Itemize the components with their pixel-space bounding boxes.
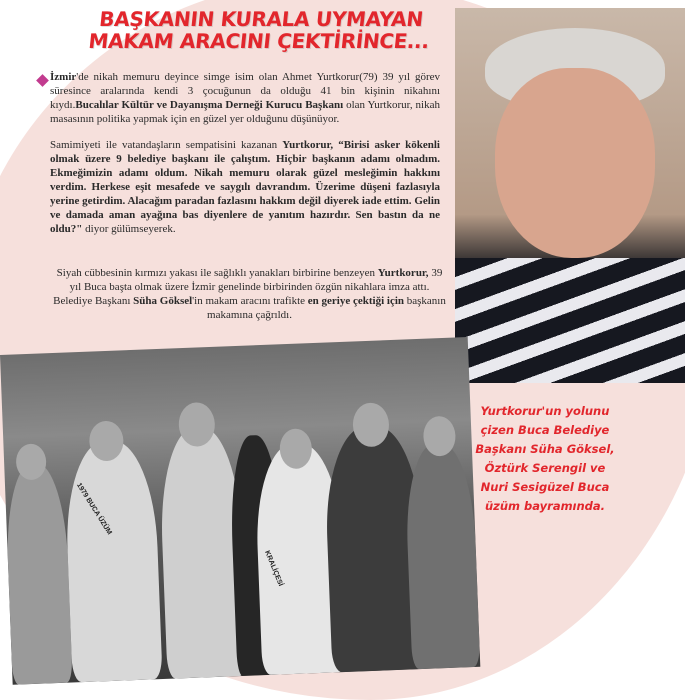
sash-text: 1979 BUCA ÜZÜM <box>75 481 113 537</box>
p3-b: Yurtkorur, <box>377 267 429 279</box>
p3-c: 39 yıl Buca başta olmak üzere İzmir genelinde birbirinden özgün nikahlara imza attı. Belediye Başkanı <box>53 267 443 307</box>
photo-figure <box>63 439 162 682</box>
headline-line-2: MAKAM ARACINI ÇEKTİRİNCE... <box>87 29 431 53</box>
p3-e: 'in makam aracını trafikte <box>192 295 308 307</box>
bullet-diamond-icon <box>36 74 49 87</box>
sash-text-2: KRALİÇESİ <box>263 549 284 588</box>
headline-line-1: BAŞKANIN KURALA UYMAYAN <box>98 7 425 31</box>
photo-figure <box>404 442 481 669</box>
p2-a: Samimiyeti ile vatandaşların sempatisini kazanan <box>50 139 283 151</box>
article-body <box>50 70 440 248</box>
paragraph-2 <box>50 138 440 236</box>
portrait-photo <box>455 8 685 383</box>
paragraph-3 <box>52 266 447 322</box>
p2-b: Yurtkorur, “Birisi asker kökenli olmak üzere 9 belediye başkanı ile çalıştım. Hiçbir başkanın adamı olmadım. Ekmeğimizin adamı oldum. Nikah memuru olarak güzel mesleğimin hakkını verdim. Herkese eşit mesafede ve saygılı davrandım. Üzerime düşeni fazlasıyla yerine getirdim. Alacağım paradan fazlasını hakkım değil diyerek iade ettim. Gelin ve damada aman ayağına bas diyenlere de yanıtım hazırdır. Sen bastın da ne oldu?" <box>50 139 440 235</box>
p3-d: Süha Göksel <box>133 295 193 307</box>
portrait-striped-shirt <box>455 258 685 383</box>
p1-c: Bucalılar Kültür ve Dayanışma Derneği Kurucu Başkanı <box>75 99 344 111</box>
photo-caption: Yurtkorur'un yolunu çizen Buca Belediye Başkanı Süha Göksel, Öztürk Serengil ve Nuri Sesigüzel Buca üzüm bayramında. <box>475 404 615 513</box>
p3-g: başkanın makamına çağrıldı. <box>207 295 446 321</box>
photo-figure <box>4 463 72 685</box>
p1-a: İzmir <box>50 71 77 83</box>
portrait-face <box>495 68 655 258</box>
archive-group-photo <box>0 337 480 685</box>
p2-c: diyor gülümseyerek. <box>82 223 176 235</box>
p1-d: olan Yurtkorur, nikah masasının politika yapmak için en güzel yer olduğunu düşünüyor. <box>50 99 440 125</box>
p3-a: Siyah cübbesinin kırmızı yakası ile sağlıklı yanakları birbirine benzeyen <box>56 267 378 279</box>
p1-b: 'de nikah memuru deyince simge isim olan Ahmet Yurtkorur(79) 39 yıl görev süresince aralarında kendi 3 çocuğunun da olduğu 41 bin kişinin nikahını kıydı. <box>50 71 440 111</box>
headline <box>78 8 443 52</box>
paragraph-1 <box>50 70 440 126</box>
p3-f: en geriye çektiği için <box>307 295 405 307</box>
